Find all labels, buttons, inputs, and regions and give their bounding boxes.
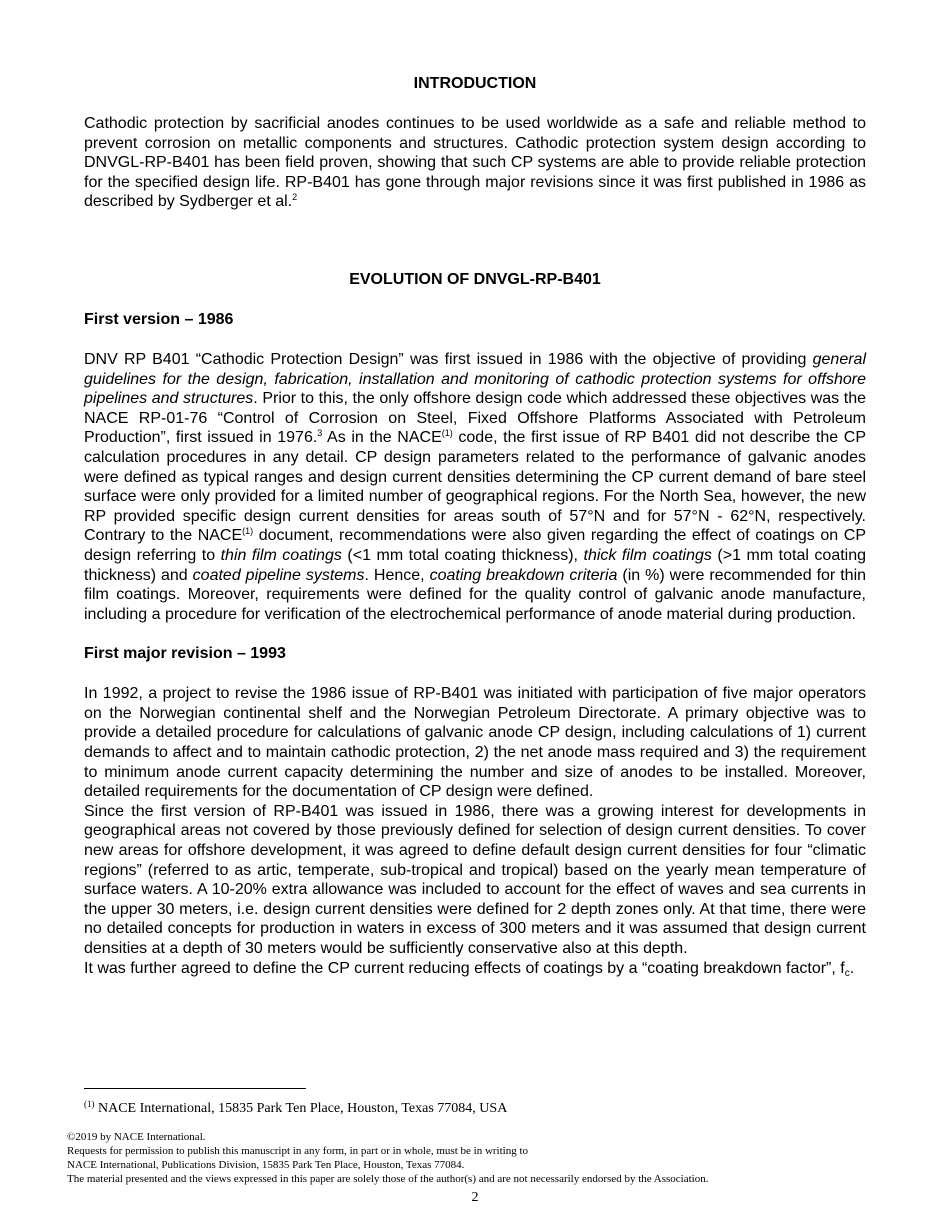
fv-text-6: (<1 mm total coating thickness),: [341, 546, 584, 564]
copyright-line-1: ©2019 by NACE International.: [67, 1131, 206, 1143]
first-revision-paragraph-3: [84, 959, 866, 979]
fv-text-2: . Prior to this, the only offshore design code which addressed these objectives was the NACE RP-01-76 “Control of Corrosion on Steel, Fixed Offshore Platforms Associated with Petroleum Production”, first issued in 1976.: [84, 390, 867, 447]
first-revision-paragraph-1: In 1992, a project to revise the 1986 issue of RP-B401 was initiated with participation of five major operators on the Norwegian continental shelf and the Norwegian Petroleum Directorate. A primary objective was to provide a detailed procedure for calculations of galvanic anode CP design, including calculations of 1) current demands to affect and to maintain cathodic protection, 2) the net anode mass required and 3) the requirement to minimum anode current capacity determining the number and size of anodes to be installed. Moreover, detailed requirements for the documentation of CP design were defined.: [84, 685, 866, 801]
evolution-heading: EVOLUTION OF DNVGL-RP-B401: [349, 270, 601, 288]
introduction-paragraph: [84, 114, 866, 212]
fr-subscript-c: c: [844, 967, 850, 979]
fv-text-1: DNV RP B401 “Cathodic Protection Design” was first issued in 1986 with the objective of providing: [84, 350, 813, 368]
footnote-marker: (1): [84, 1099, 95, 1109]
fv-text-8: . Hence,: [364, 566, 430, 584]
reference-2: 2: [292, 192, 298, 203]
fv-italic-5: coating breakdown criteria: [429, 566, 618, 584]
first-version-heading: First version – 1986: [84, 310, 234, 328]
fv-italic-4: coated pipeline systems: [192, 566, 365, 584]
footnote-marker-1: (1): [441, 428, 453, 439]
fr-text-3-end: .: [849, 959, 855, 977]
fv-text-9: (in %) were recommended for thin film coatings. Moreover, requirements were defined for the quality control of galvanic anode manufacture, including a procedure for verification of the electrochemical performance of anode material during production.: [84, 566, 867, 623]
copyright-block: [67, 1130, 708, 1186]
fv-italic-1: general guidelines for the design, fabrication, installation and monitoring of cathodic protection systems for offshore pipelines and structures: [84, 350, 866, 408]
copyright-line-4: The material presented and the views expressed in this paper are solely those of the author(s) and are not necessarily endorsed by the Association.: [67, 1173, 709, 1185]
fv-text-4: code, the first issue of RP B401 did not describe the CP calculation procedures in any detail. CP design parameters related to the performance of galvanic anodes were defined as typical ranges and design current densities determining the CP current demand of bare steel surface were only provided for a limited number of geographical regions. For the North Sea, however, the new RP provided specific design current densities for areas south of 57°N and for 57°N - 62°N, respectively. Contrary to the NACE: [84, 429, 866, 545]
reference-3: 3: [317, 428, 323, 439]
footnote: [84, 1100, 507, 1117]
page-number: 2: [471, 1190, 479, 1205]
fv-italic-2: thin film coatings: [220, 546, 342, 564]
fv-text-7: (>1 mm total coating thickness) and: [84, 546, 867, 584]
page-body: [84, 74, 866, 978]
footnote-text: NACE International, 15835 Park Ten Place, Houston, Texas 77084, USA: [94, 1101, 508, 1116]
fv-italic-3: thick film coatings: [583, 546, 712, 564]
footnote-marker-2: (1): [242, 526, 254, 537]
first-revision-paragraph-2: Since the first version of RP-B401 was issued in 1986, there was a growing interest for developments in geographical areas not covered by those previously defined for selection of design current densities. To cover new areas for offshore development, it was agreed to define default design current densities for four “climatic regions” (referred to as artic, temperate, sub-tropical and tropical) based on the yearly mean temperature of surface waters. A 10-20% extra allowance was included to account for the effect of waves and sea currents in the upper 30 meters, i.e. design current densities were defined for 2 depth zones only. At that time, there were no detailed concepts for production in waters in excess of 300 meters and it was assumed that design current densities at a depth of 30 meters would be sufficiently conservative also at this depth.: [84, 802, 866, 957]
fv-text-3: As in the NACE: [322, 429, 442, 447]
intro-text: Cathodic protection by sacrificial anodes continues to be used worldwide as a safe and reliable method to prevent corrosion on metallic components and structures. Cathodic protection system design according to DNVGL-RP-B401 has been field proven, showing that such CP systems are able to provide reliable protection for the specified design life. RP-B401 has gone through major revisions since it was first published in 1986 as described by Sydberger et al.: [84, 115, 866, 211]
fr-text-3: It was further agreed to define the CP current reducing effects of coatings by a “coating breakdown factor”, f: [84, 959, 845, 977]
introduction-heading: INTRODUCTION: [413, 75, 537, 92]
footnote-divider: [84, 1088, 306, 1089]
first-revision-heading: First major revision – 1993: [84, 645, 286, 663]
copyright-line-3: NACE International, Publications Division, 15835 Park Ten Place, Houston, Texas 77084.: [67, 1159, 465, 1171]
copyright-line-2: Requests for permission to publish this manuscript in any form, in part or in whole, must be in writing to: [67, 1145, 529, 1157]
first-version-paragraph: [84, 350, 866, 624]
fv-text-5: document, recommendations were also given regarding the effect of coatings on CP design referring to: [84, 527, 866, 564]
